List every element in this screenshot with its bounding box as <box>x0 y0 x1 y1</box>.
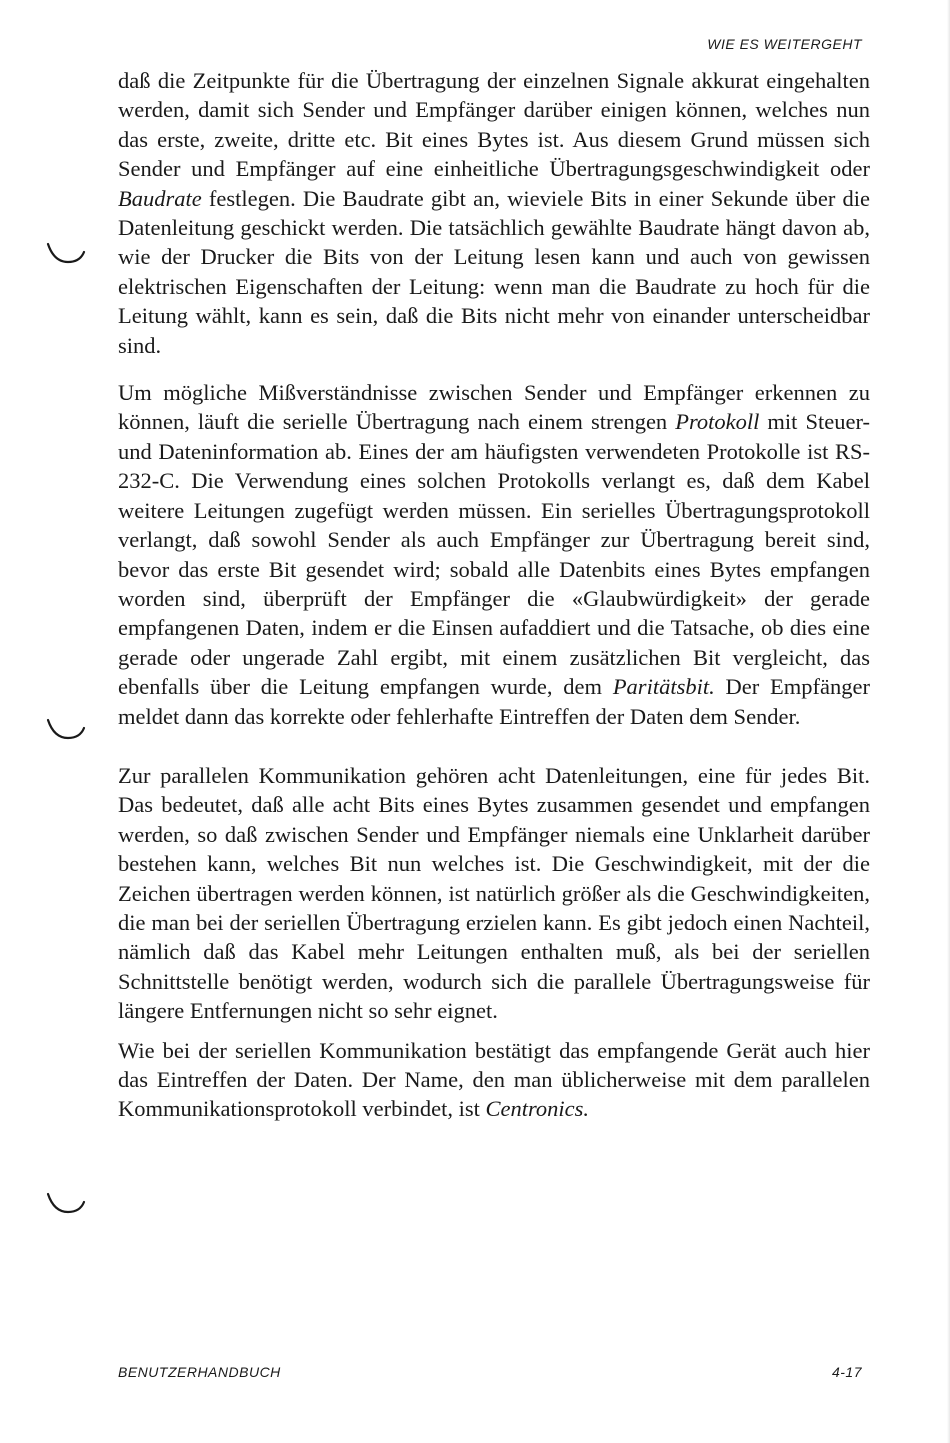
term-protokoll: Protokoll <box>675 409 760 435</box>
paragraph-text: mit Steuer-und Dateninformation ab. Eines der am häufigsten verwendeten Protokolle ist RS-232-C. Die Verwendung eines solchen Protokolls verlangt es, daß dem Kabel weitere Leitungen zugefügt werden müssen. Ein serielles Übertragungsprotokoll verlangt, daß sowohl Sender als auch Empfänger zur Übertragung bereit sind, bevor das erste Bit gesendet wird; sobald alle Datenbits eines Bytes empfangen worden sind, überprüft der Empfänger die «Glaubwürdigkeit» der gerade empfangenen Daten, indem er die Einsen aufaddiert und die Tatsache, ob dies eine gerade oder ungerade Zahl ergibt, mit einem zusätzlichen Bit vergleicht, das ebenfalls über die Leitung empfangen wurde, dem <box>118 409 870 700</box>
punch-hole-icon <box>44 240 88 266</box>
punch-hole-icon <box>44 1190 88 1216</box>
running-head: WIE ES WEITERGEHT <box>707 36 862 52</box>
footer-book-title: BENUTZERHANDBUCH <box>118 1364 281 1380</box>
body-text <box>118 66 870 1124</box>
paragraph-parallel <box>118 761 870 1026</box>
paragraph-baudrate <box>118 66 870 360</box>
footer-page-number: 4-17 <box>831 1364 862 1380</box>
term-paritaetsbit: Paritätsbit. <box>612 674 715 700</box>
paragraph-text: Zur parallelen Kommunikation gehören acht Datenleitungen, eine für jedes Bit. Das bedeutet, daß alle acht Bits eines Bytes zusammen gesendet und empfangen werden, so daß zwischen Sender und Empfänger niemals eine Unklarheit darüber bestehen kann, welches Bit nun welches ist. Die Geschwindigkeit, mit der die Zeichen übertragen werden können, ist natürlich größer als die Geschwindigkeiten, die man bei der seriellen Übertragung erzielen kann. Es gibt jedoch einen Nachteil, nämlich daß das Kabel mehr Leitungen enthalten muß, als bei der seriellen Schnittstelle benötigt werden, wodurch sich die parallele Übertragungsweise für längere Entfernungen nicht so sehr eignet. <box>118 762 870 1024</box>
paragraph-centronics <box>118 1036 870 1124</box>
paragraph-text: festlegen. Die Baudrate gibt an, wieviele Bits in einer Sekunde über die Datenleitung geschickt werden. Die tatsächlich gewählte Baudrate hängt davon ab, wie der Drucker die Bits von der Leitung lesen kann und auch von gewissen elektrischen Eigenschaften der Leitung: wenn man die Baudrate zu hoch für die Leitung wählt, kann es sein, daß die Bits nicht mehr von einander unterscheidbar sind. <box>118 185 870 358</box>
paragraph-protokoll <box>118 378 870 731</box>
term-centronics: Centronics. <box>485 1096 590 1122</box>
paragraph-text: Wie bei der seriellen Kommunikation bestätigt das empfangende Gerät auch hier das Eintreffen der Daten. Der Name, den man üblicherweise mit dem parallelen Kommunikationsprotokoll verbindet, ist <box>118 1037 870 1122</box>
term-baudrate: Baudrate <box>118 185 202 211</box>
paragraph-text: Um mögliche Mißverständnisse zwischen Sender und Empfänger erkennen zu können, läuft die serielle Übertragung nach einem strengen <box>118 380 870 435</box>
punch-hole-icon <box>44 716 88 742</box>
paragraph-text: daß die Zeitpunkte für die Übertragung der einzelnen Signale akkurat eingehalten werden, damit sich Sender und Empfänger darüber einigen können, welches nun das erste, zweite, dritte etc. Bit eines Bytes ist. Aus diesem Grund müssen sich Sender und Empfänger auf eine einheitliche Übertragungsgeschwindigkeit oder <box>118 68 870 182</box>
paragraph-text: Der Empfänger meldet dann das korrekte oder fehlerhafte Eintreffen der Daten dem Sender. <box>118 674 870 729</box>
